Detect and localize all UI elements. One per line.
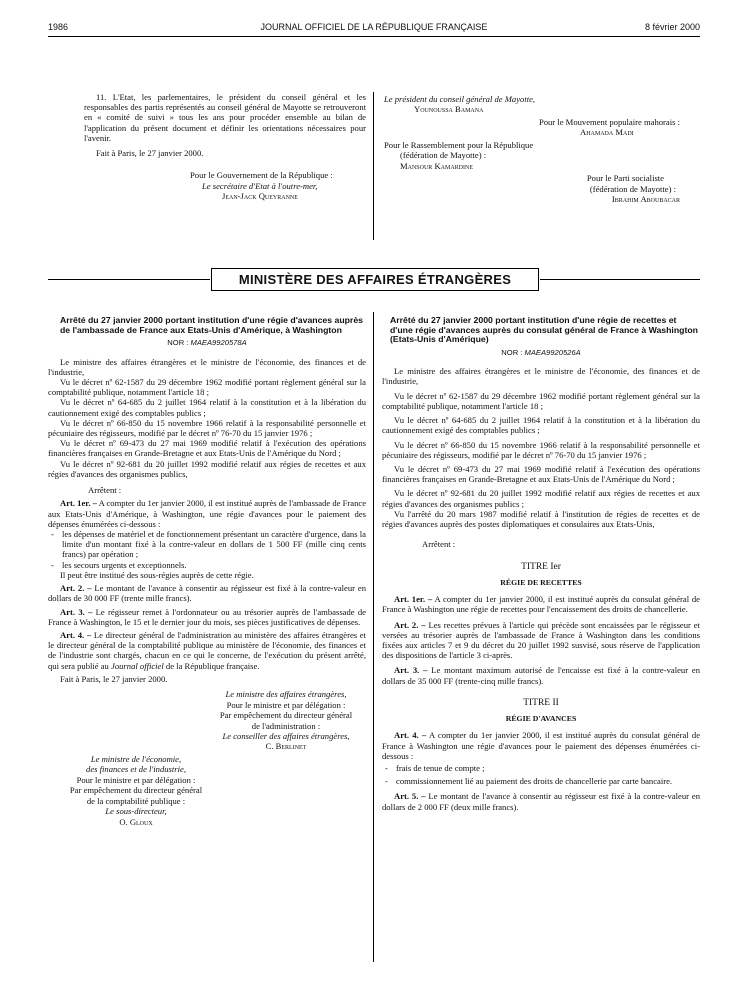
signature-economie [48, 754, 224, 827]
titre-2-subtitle: RÉGIE D'AVANCES [505, 714, 577, 724]
art2-label: Art. 2. – [394, 619, 426, 630]
art4-list [382, 763, 700, 786]
s2-name: O. Gloux [119, 816, 153, 827]
running-header [48, 22, 700, 34]
visa-5: Vu le décret nº 92-681 du 20 juillet 1992 modifié relatif aux régies de recettes et aux régies d'avances des organismes publics ; [382, 488, 700, 509]
sig-role: Le secrétaire d'Etat à l'outre-mer, [202, 180, 318, 191]
column-divider-top [373, 92, 374, 240]
nor-label: NOR : [167, 338, 189, 348]
intro: Le ministre des affaires étrangères et le ministre de l'économie, des finances et de l'industrie, [382, 366, 700, 387]
list-item: - commissionnement lié au paiement des droits de chancellerie par carte bancaire. [396, 776, 700, 786]
s1-l2: Par empêchement du directeur général [219, 710, 353, 721]
visa-6: Vu l'arrêté du 20 mars 1987 modifié relatif à l'institution de régies de recettes et de régies d'avances auprès des postes diplomatiques et consulaires aux Etats-Unis, [382, 508, 700, 530]
art1-list [48, 529, 366, 570]
visa-5: Vu le décret nº 92-681 du 20 juillet 1992 modifié relatif aux régies de recettes et aux régies d'avances des organismes publics, [48, 458, 366, 479]
done-at: Fait à Paris, le 27 janvier 2000. [96, 148, 204, 159]
arretent: Arrêtent : [88, 485, 122, 496]
arrete-title: Arrêté du 27 janvier 2000 portant institution d'une régie d'avances auprès de l'ambassade de France aux Etats-Unis d'Amérique, à Washington [60, 315, 363, 335]
sig3-name: Mansour Kamardine [400, 160, 473, 171]
arretent: Arrêtent : [422, 539, 456, 550]
clause-11: 11. L'Etat, les parlementaires, le président du conseil général et les responsables des partis représentés au conseil général de Mayotte se retrouveront en « comité de suivi » tous les ans pour procéder ensemble au bilan de l'application du présent document et définir les orientations nécessaires pour l'avenir. [84, 92, 366, 143]
column-divider-main [373, 312, 374, 962]
s1-role: Le ministre des affaires étrangères, [225, 689, 347, 700]
nor-line [48, 338, 366, 347]
arrete-ambassade [48, 316, 366, 827]
top-left-block [84, 92, 366, 202]
art5-text: Le montant de l'avance à consentir au régisseur est fixé à la contre-valeur en dollars de 2 000 FF (deux mille francs). [382, 791, 700, 812]
art2-text: Le montant de l'avance à consentir au régisseur est fixé à la contre-valeur en dollars de 30 000 FF (trente mille francs). [48, 583, 366, 604]
art1-label: Art. 1er. – [60, 498, 97, 509]
article-3 [48, 607, 366, 627]
sig4-for-1: Pour le Parti socialiste [586, 173, 664, 184]
article-2 [382, 620, 700, 661]
art4-text-b: de la République française. [165, 660, 260, 671]
arrete-title: Arrêté du 27 janvier 2000 portant institution d'une régie de recettes et d'une régie d'avances auprès du consulat général de France à Washington (Etats-Unis d'Amérique) [390, 315, 698, 345]
art4-label: Art. 4. – [394, 730, 427, 741]
nor-label: NOR : [501, 348, 523, 358]
art4-text: A compter du 1er janvier 2000, il est institué auprès du consulat général de France à Washington une régie d'avances pour le paiement des dépenses énumérées ci-dessous : [382, 730, 701, 761]
arrete-consulat [382, 316, 700, 812]
s2-l1: Pour le ministre et par délégation : [76, 774, 196, 785]
visa-2: Vu le décret nº 64-685 du 2 juillet 1964 relatif à la constitution et à la libération du cautionnement exigé des comptables publics ; [48, 397, 366, 418]
visa-3: Vu le décret nº 66-850 du 15 novembre 1966 relatif à la responsabilité personnelle et pécuniaire des régisseurs, modifié par le décret nº 76-70 du 15 janvier 1976 ; [382, 439, 700, 460]
nor-line [382, 348, 700, 357]
article-4 [382, 730, 700, 761]
visa-4: Vu le décret nº 69-473 du 27 mai 1969 modifié relatif à l'exécution des opérations financières françaises en Grande-Bretagne et aux Etats-Unis de l'Amérique du Nord ; [382, 463, 700, 485]
s1-l3: de l'administration : [251, 720, 321, 731]
visa-2: Vu le décret nº 64-685 du 2 juillet 1964 relatif à la constitution et à la libération du cautionnement exigé des comptables publics ; [382, 415, 700, 436]
sig3-for-1: Pour le Rassemblement pour la République [384, 139, 534, 150]
sig4-for-2: (fédération de Mayotte) : [589, 183, 676, 194]
ministry-title: MINISTÈRE DES AFFAIRES ÉTRANGÈRES [211, 268, 539, 291]
article-5 [382, 791, 700, 811]
sig4-name: Ibrahim Aboubacar [611, 194, 680, 205]
visa-1: Vu le décret nº 62-1587 du 29 décembre 1962 modifié portant règlement général sur la comptabilité publique, notamment l'article 18 ; [382, 390, 700, 411]
art1-text: A compter du 1er janvier 2000, il est institué auprès de l'ambassade de France aux Etats-Unis d'Amérique, à Washington, une régie d'avances pour le paiement des dépenses énumérées ci-dessous : [48, 498, 367, 529]
article-3 [382, 665, 700, 685]
art4-journal: Journal officiel [111, 660, 164, 671]
visa-4: Vu le décret nº 69-473 du 27 mai 1969 modifié relatif à l'exécution des opérations financières françaises en Grande-Bretagne et aux Etats-Unis de l'Amérique du Nord ; [48, 438, 366, 459]
s2-role-2: des finances et de l'industrie, [86, 764, 186, 775]
art3-label: Art. 3. – [394, 665, 428, 676]
art2-text: Les recettes prévues à l'article qui précède sont encaissées par le régisseur et versées au trésorier auprès de l'ambassade de France à Washington dans les conditions fixées aux articles 7 et 9 du décret du 20 juillet 1992 susvisé, sous réserve de l'application des dispositions de l'article 3 ci-après. [382, 619, 700, 661]
art1-text: A compter du 1er janvier 2000, il est institué auprès du consulat général de France à Washington une régie de recettes pour l'encaissement des droits de chancellerie. [382, 594, 700, 615]
list-item: - frais de tenue de compte ; [396, 763, 700, 773]
art4-text-a: Le directeur général de l'administration au ministère des affaires étrangères et le directeur général de la comptabilité publique au ministère de l'économie, des finances et de l'industrie sont chargés, chacun en ce qui le concerne, de l'exécution du présent arrêté, qui sera publié au [48, 629, 366, 671]
signature-government [84, 170, 366, 201]
s1-l4: Le conseiller des affaires étrangères, [222, 731, 350, 741]
s2-l3: de la comptabilité publique : [86, 795, 186, 806]
visa-3: Vu le décret nº 66-850 du 15 novembre 1966 relatif à la responsabilité personnelle et pécuniaire des régisseurs, modifié par le décret nº 76-70 du 15 janvier 1976 ; [48, 417, 366, 439]
signature-affaires-etrangeres [48, 689, 374, 752]
art4-label: Art. 4. – [60, 629, 92, 640]
issue-date: 8 février 2000 [644, 22, 700, 32]
titre-1: TITRE Ier [521, 561, 561, 572]
done-at: Fait à Paris, le 27 janvier 2000. [60, 673, 168, 684]
top-right-block [384, 94, 680, 205]
list-item: - les dépenses de matériel et de fonctionnement présentant un caractère d'urgence, dans la limite d'un montant fixé à la contre-valeur en dollars de 1 500 FF (mille cinq cents francs) par opération ; [62, 529, 366, 560]
sig1-role: Le président du conseil général de Mayotte, [384, 94, 536, 104]
journal-title: JOURNAL OFFICIEL DE LA RÉPUBLIQUE FRANÇAISE [260, 22, 488, 32]
nor-code: MAEA9920526A [524, 348, 581, 358]
article-1 [382, 594, 700, 614]
sig2-for: Pour le Mouvement populaire mahorais : [538, 116, 680, 127]
art3-text: Le régisseur remet à l'ordonnateur ou au trésorier auprès de l'ambassade de France à Washington, le 15 et le dernier jour du mois, ses pièces justificatives de dépenses. [48, 606, 366, 627]
article-2 [48, 583, 366, 603]
art5-label: Art. 5. – [394, 791, 426, 802]
sig-for: Pour le Gouvernement de la République : [190, 170, 333, 181]
s2-l2: Par empêchement du directeur général [69, 785, 203, 796]
sig1-name: Younoussa Bamana [414, 104, 484, 115]
sig2-name: Ahamada Madi [580, 127, 634, 138]
titre-2: TITRE II [523, 697, 559, 708]
s1-name: C. Berlinet [265, 741, 307, 752]
page-number: 1986 [48, 22, 69, 32]
s2-l4: Le sous-directeur, [105, 806, 167, 817]
art1-tail: Il peut être institué des sous-régies auprès de cette régie. [60, 569, 254, 580]
titre-1-subtitle: RÉGIE DE RECETTES [500, 577, 582, 587]
header-rule [48, 36, 700, 37]
art2-label: Art. 2. – [60, 583, 92, 594]
s1-l1: Pour le ministre et par délégation : [226, 699, 346, 710]
article-4 [48, 630, 366, 671]
visa-1: Vu le décret nº 62-1587 du 29 décembre 1962 modifié portant règlement général sur la comptabilité publique, notamment l'article 18 ; [48, 376, 366, 398]
article-1 [48, 498, 366, 529]
sig-name: Jean-Jack Queyranne [222, 191, 298, 202]
intro: Le ministre des affaires étrangères et le ministre de l'économie, des finances et de l'industrie, [48, 356, 366, 377]
nor-code: MAEA9920578A [190, 338, 247, 348]
s2-role-1: Le ministre de l'économie, [90, 753, 182, 764]
art1-label: Art. 1er. – [394, 594, 433, 605]
art3-text: Le montant maximum autorisé de l'encaisse est fixé à la contre-valeur en dollars de 35 000 FF (trente-cinq mille francs). [382, 665, 700, 686]
art3-label: Art. 3. – [60, 606, 93, 617]
list-item: - les secours urgents et exceptionnels. [62, 560, 366, 570]
sig3-for-2: (fédération de Mayotte) : [400, 150, 487, 161]
